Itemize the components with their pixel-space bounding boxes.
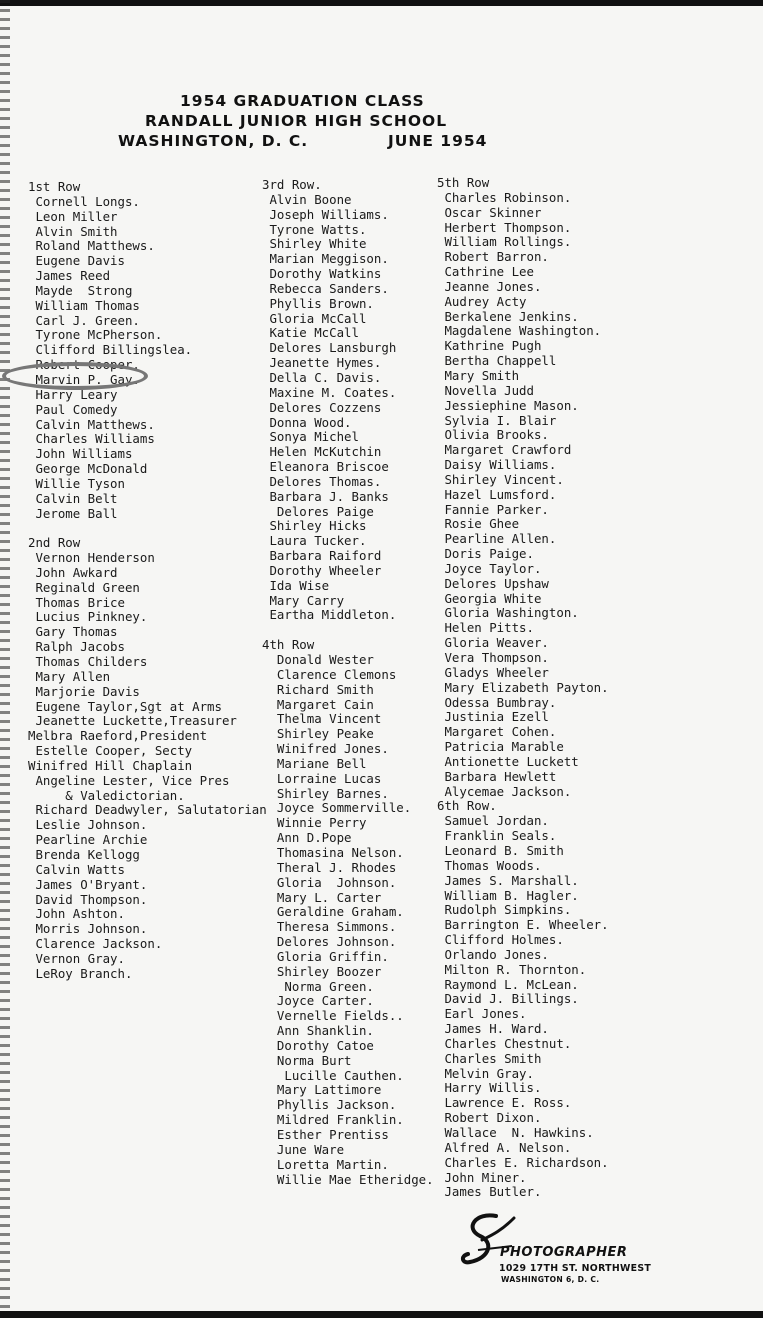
graduate-name: Earl Jones. (437, 1006, 527, 1022)
graduate-name (262, 623, 434, 638)
graduate-name: Audrey Acty (437, 293, 527, 309)
graduate-name: Melvin Gray. (437, 1065, 534, 1081)
graduate-name: Eleanora Briscoe (262, 459, 389, 475)
photographer-label: PHOTOGRAPHER (500, 1245, 628, 1260)
graduate-name: & Valedictorian. (28, 787, 185, 803)
graduate-name: Eartha Middleton. (262, 607, 397, 623)
graduate-name: William Rollings. (437, 234, 572, 250)
graduate-name: Eugene Taylor,Sgt at Arms (28, 698, 222, 714)
graduate-name: Mildred Franklin. (262, 1112, 404, 1128)
graduate-name: Mary Carry (262, 592, 345, 608)
graduate-name: Morris Johnson. (28, 921, 148, 937)
address-line-2: WASHINGTON 6, D. C. (501, 1275, 600, 1284)
graduate-name: Delores Cozzens (262, 399, 382, 415)
graduate-name: Carl J. Green. (28, 312, 140, 328)
graduate-name: Winifred Hill Chaplain (28, 757, 193, 773)
graduate-name: Robert Barron. (437, 249, 549, 265)
scan-edge-bottom (0, 1311, 763, 1318)
graduate-name: Joyce Taylor. (437, 560, 542, 576)
graduate-name: Vera Thompson. (437, 650, 549, 665)
graduate-name: Geraldine Graham. (262, 904, 404, 920)
scan-edge-left (0, 0, 10, 1318)
graduate-name: Donna Wood. (262, 414, 352, 430)
graduate-name: Joseph Williams. (262, 206, 389, 222)
graduate-name: James S. Marshall. (437, 872, 579, 888)
name-column-3 (437, 176, 609, 1200)
graduate-name: Ida Wise (262, 577, 330, 593)
graduate-name: Paul Comedy (28, 401, 118, 417)
graduate-name: Antionette Luckett (437, 753, 579, 769)
graduate-name: Georgia White (437, 590, 542, 606)
graduate-name: Shirley Vincent. (437, 471, 564, 487)
graduate-name: James Reed (28, 268, 111, 284)
graduate-name: Thomas Brice (28, 594, 125, 610)
row-heading: 5th Row (437, 175, 490, 190)
graduate-name: Gloria McCall (262, 310, 367, 326)
graduate-name: Pearline Allen. (437, 531, 557, 547)
graduate-name: Mary L. Carter (262, 889, 382, 905)
graduate-name: Leslie Johnson. (28, 817, 148, 833)
graduate-name: Vernon Gray. (28, 950, 125, 966)
graduate-name: Franklin Seals. (437, 828, 557, 844)
graduate-name: Shirley Boozer (262, 963, 382, 979)
graduate-name: Winifred Jones. (262, 741, 389, 757)
row-heading: 6th Row. (437, 798, 497, 814)
graduate-name: Dorothy Watkins (262, 266, 382, 282)
graduate-name: William Thomas (28, 297, 140, 313)
graduate-name: Shirley White (262, 236, 367, 252)
graduate-name: Kathrine Pugh (437, 338, 542, 354)
graduate-name: Herbert Thompson. (437, 219, 572, 235)
graduate-name: Willie Mae Etheridge. (262, 1171, 434, 1187)
graduate-name: Eugene Davis (28, 253, 125, 269)
title-line-2: RANDALL JUNIOR HIGH SCHOOL (145, 112, 448, 130)
graduate-name: Clarence Jackson. (28, 936, 163, 952)
graduate-name: Calvin Watts (28, 861, 125, 877)
graduate-name: Joyce Carter. (262, 993, 374, 1009)
graduate-name: David Thompson. (28, 891, 148, 907)
graduate-name: Mayde Strong (28, 282, 133, 298)
graduate-name: Vernelle Fields.. (262, 1008, 404, 1024)
scan-edge-top (0, 0, 763, 6)
graduate-name: Cornell Longs. (28, 193, 140, 209)
graduate-name: James Butler. (437, 1184, 542, 1200)
graduate-name: Roland Matthews. (28, 238, 155, 254)
graduate-name: Novella Judd (437, 382, 534, 398)
graduate-name: Sonya Michel (262, 429, 359, 445)
graduate-name: Tyrone Watts. (262, 221, 367, 237)
graduate-name: Margaret Crawford (437, 442, 572, 458)
graduate-name: Reginald Green (28, 579, 140, 595)
graduate-name: Hazel Lumsford. (437, 486, 557, 502)
graduate-name: Doris Paige. (437, 546, 534, 562)
graduate-name: June Ware (262, 1141, 345, 1157)
graduate-name: Phyllis Jackson. (262, 1097, 397, 1113)
graduate-name: Theresa Simmons. (262, 919, 397, 935)
graduate-name: Thomasina Nelson. (262, 844, 404, 860)
graduate-name: Dorothy Wheeler (262, 562, 382, 578)
graduate-name: Leonard B. Smith (437, 842, 564, 858)
graduate-name: Lawrence E. Ross. (437, 1095, 572, 1111)
graduate-name (28, 521, 267, 536)
highlight-circle (2, 362, 148, 390)
graduate-name: Helen McKutchin (262, 444, 382, 460)
row-heading: 1st Row (28, 179, 81, 194)
graduate-name: Daisy Williams. (437, 457, 557, 473)
graduate-name: Barrington E. Wheeler. (437, 917, 609, 933)
graduate-name: Loretta Martin. (262, 1156, 389, 1172)
graduate-name: Olivia Brooks. (437, 427, 549, 443)
graduate-name: Orlando Jones. (437, 946, 549, 962)
graduate-name: Thomas Woods. (437, 857, 542, 873)
row-heading: 2nd Row (28, 535, 81, 551)
graduate-name: Esther Prentiss (262, 1127, 389, 1142)
graduate-name: James H. Ward. (437, 1021, 549, 1037)
graduate-name: Rebecca Sanders. (262, 280, 389, 296)
graduate-name: Alycemae Jackson. (437, 783, 572, 799)
graduate-name: Norma Green. (262, 978, 374, 994)
graduate-name: Ann Shanklin. (262, 1023, 374, 1039)
graduate-name: Marian Meggison. (262, 251, 389, 267)
graduate-name: Barbara Hewlett (437, 768, 557, 784)
graduate-name: Jessiephine Mason. (437, 397, 579, 413)
graduate-name: Angeline Lester, Vice Pres (28, 772, 230, 788)
address-line-1: 1029 17TH ST. NORTHWEST (499, 1263, 652, 1274)
graduate-name: Clifford Billingslea. (28, 342, 193, 358)
graduate-name: John Awkard (28, 564, 118, 580)
name-column-2 (262, 178, 434, 1187)
graduate-name: Charles Chestnut. (437, 1035, 572, 1051)
graduate-name: Harry Willis. (437, 1080, 542, 1096)
graduate-name: Oscar Skinner (437, 204, 542, 220)
graduate-name: Shirley Barnes. (262, 785, 389, 801)
graduate-name: Rudolph Simpkins. (437, 902, 572, 918)
graduate-name: Thelma Vincent (262, 711, 382, 727)
graduate-name: Delores Upshaw (437, 575, 549, 591)
graduate-name: Cathrine Lee (437, 264, 534, 280)
graduate-name: Jeanette Hymes. (262, 355, 382, 371)
graduate-name: Robert Dixon. (437, 1110, 542, 1126)
graduate-name: Harry Leary (28, 386, 118, 402)
graduate-name: Jerome Ball (28, 505, 118, 521)
graduate-name: Delores Johnson. (262, 934, 397, 950)
graduate-name: Delores Paige (262, 503, 374, 519)
graduate-name: Delores Thomas. (262, 473, 382, 489)
graduate-name: Fannie Parker. (437, 501, 549, 517)
graduate-name: Leon Miller (28, 208, 118, 224)
graduate-name: Mary Allen (28, 668, 111, 684)
graduate-name: Lucius Pinkney. (28, 609, 148, 625)
graduate-name: Calvin Matthews. (28, 416, 155, 432)
graduate-name: Delores Lansburgh (262, 340, 397, 356)
graduate-name: Jeanne Jones. (437, 278, 542, 294)
graduate-name: Katie McCall (262, 325, 359, 341)
name-column-1 (28, 180, 267, 982)
graduate-name: Charles Robinson. (437, 189, 572, 205)
graduate-name: Justinia Ezell (437, 709, 549, 725)
graduate-name: Robert Cooper. (28, 357, 140, 373)
graduate-name: John Ashton. (28, 906, 125, 922)
graduate-name: Maxine M. Coates. (262, 384, 397, 400)
graduate-name: Alvin Smith (28, 223, 118, 239)
graduate-name: Theral J. Rhodes (262, 859, 397, 875)
graduate-name: Lorraine Lucas (262, 770, 382, 786)
graduate-name: Joyce Sommerville. (262, 800, 412, 816)
graduate-name: John Williams (28, 446, 133, 462)
graduate-name: Helen Pitts. (437, 620, 534, 636)
graduate-name: Richard Smith (262, 681, 374, 697)
graduate-name: Ann D.Pope (262, 830, 352, 846)
graduate-name: Barbara Raiford (262, 548, 382, 564)
graduate-name: Phyllis Brown. (262, 295, 374, 311)
graduate-name: Ralph Jacobs (28, 639, 125, 655)
graduate-name: Charles E. Richardson. (437, 1154, 609, 1170)
graduate-name: William B. Hagler. (437, 887, 579, 903)
graduate-name: Melbra Raeford,President (28, 728, 208, 744)
graduate-name: Mary Smith (437, 367, 520, 383)
graduate-name: George McDonald (28, 461, 148, 477)
graduate-name: David J. Billings. (437, 991, 579, 1007)
graduate-name: Laura Tucker. (262, 533, 367, 549)
graduate-name: Lucille Cauthen. (262, 1067, 404, 1083)
graduate-name: Charles Williams (28, 431, 155, 447)
graduate-name: Norma Burt (262, 1052, 352, 1068)
graduate-name: Willie Tyson (28, 475, 125, 491)
graduate-name: Barbara J. Banks (262, 488, 389, 504)
graduate-name: Mary Lattimore (262, 1082, 382, 1098)
graduate-name: Shirley Hicks (262, 518, 367, 534)
graduate-name: Margaret Cain (262, 696, 374, 712)
graduate-name: Mariane Bell (262, 755, 367, 771)
graduate-name: Rosie Ghee (437, 516, 520, 532)
row-heading: 4th Row (262, 637, 315, 653)
graduate-name: Jeanette Luckette,Treasurer (28, 713, 237, 729)
graduate-name: Gloria Griffin. (262, 948, 389, 964)
graduate-name: Gloria Weaver. (437, 635, 549, 651)
graduate-name: Clifford Holmes. (437, 932, 564, 948)
graduate-name: Mary Elizabeth Payton. (437, 679, 609, 695)
graduate-name: Milton R. Thornton. (437, 961, 587, 977)
graduate-name: Estelle Cooper, Secty (28, 743, 193, 759)
graduate-name: Bertha Chappell (437, 353, 557, 369)
graduate-name: Richard Deadwyler, Salutatorian (28, 802, 267, 818)
row-heading: 3rd Row. (262, 177, 322, 192)
title-date: JUNE 1954 (388, 132, 488, 150)
graduate-name: Donald Wester (262, 652, 374, 667)
graduate-name: Berkalene Jenkins. (437, 308, 579, 324)
graduate-name: Margaret Cohen. (437, 724, 557, 740)
graduate-name: Winnie Perry (262, 815, 367, 831)
graduate-name: Gladys Wheeler (437, 664, 549, 680)
graduate-name: Samuel Jordan. (437, 813, 549, 829)
graduate-name: Gloria Johnson. (262, 874, 397, 890)
graduate-name: James O'Bryant. (28, 876, 148, 892)
graduate-name: Alfred A. Nelson. (437, 1139, 572, 1155)
graduate-name: Alvin Boone (262, 191, 352, 207)
graduate-name: Gary Thomas (28, 624, 118, 640)
graduate-name: Brenda Kellogg (28, 846, 140, 862)
graduate-name: Tyrone McPherson. (28, 327, 163, 343)
graduate-name: Della C. Davis. (262, 369, 382, 385)
graduate-name: Raymond L. McLean. (437, 976, 579, 992)
graduate-name: Charles Smith (437, 1050, 542, 1066)
title-place: WASHINGTON, D. C. (118, 132, 309, 150)
graduate-name: Sylvia I. Blair (437, 412, 557, 428)
graduate-name: Wallace N. Hawkins. (437, 1125, 594, 1140)
graduate-name: Gloria Washington. (437, 605, 579, 621)
graduate-name: Odessa Bumbray. (437, 694, 557, 710)
graduate-name: Thomas Childers (28, 654, 148, 669)
title-line-1: 1954 GRADUATION CLASS (180, 92, 425, 110)
graduate-name: Magdalene Washington. (437, 323, 602, 339)
graduate-name: Vernon Henderson (28, 550, 155, 566)
graduate-name: Calvin Belt (28, 490, 118, 506)
graduate-name: Dorothy Catoe (262, 1037, 374, 1053)
graduate-name: Marvin P. Gay. (28, 371, 140, 387)
graduate-name: John Miner. (437, 1169, 527, 1185)
graduate-name: LeRoy Branch. (28, 965, 133, 981)
title-line-3 (118, 132, 518, 150)
graduate-name: Pearline Archie (28, 832, 148, 848)
graduate-name: Marjorie Davis (28, 683, 140, 699)
graduate-name: Clarence Clemons (262, 666, 397, 682)
graduate-name: Shirley Peake (262, 726, 374, 742)
graduate-name: Patricia Marable (437, 739, 564, 755)
